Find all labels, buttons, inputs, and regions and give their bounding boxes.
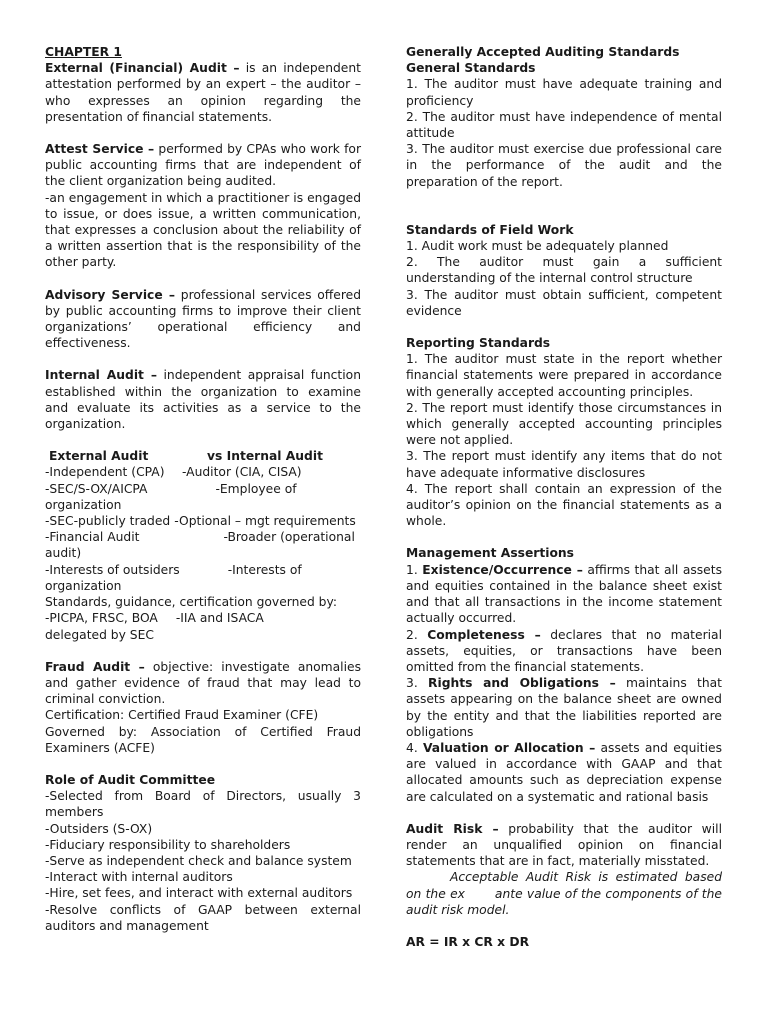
delegated-by: delegated by SEC	[45, 627, 154, 642]
list-item: 3. The report must identify any items that do not have adequate informative disclosures	[406, 449, 722, 480]
list-item: 2. The auditor must gain a sufficient understanding of the internal control structure	[406, 255, 722, 286]
left-column	[45, 44, 361, 934]
attest-service-engagement: -an engagement in which a practitioner is engaged to issue, or does issue, a written communication, that expresses a conclusion about the reliability of a written assertion that is the responsibility of the other party.	[45, 190, 361, 270]
list-item: 4. The report shall contain an expression of the auditor’s opinion on the financial statements as a whole.	[406, 481, 722, 529]
external-audit-definition: External (Financial) Audit – is an independent attestation performed by an expert – the auditor – who expresses an opinion regarding the presentation of financial statements.	[45, 61, 361, 124]
assertion-item: 2. Completeness – declares that no material assets, equities, or transactions have been omitted from the financial statements.	[406, 627, 722, 674]
list-item: -Serve as independent check and balance system	[45, 853, 352, 868]
internal-audit-definition: Internal Audit – independent appraisal function established within the organization to examine and evaluate its activities as a service to the organization.	[45, 368, 361, 432]
list-item: -Fiduciary responsibility to shareholders	[45, 837, 291, 852]
list-item: 3. The auditor must obtain sufficient, competent evidence	[406, 287, 722, 318]
audit-risk-formula: AR = IR x CR x DR	[406, 934, 530, 949]
management-assertions-title: Management Assertions	[406, 546, 574, 561]
governed-by: Standards, guidance, certification governed by:	[45, 595, 338, 610]
comparison-row: -SEC/S-OX/AICPA -Employee of organization	[45, 481, 297, 512]
list-item: 2. The report must identify those circumstances in which generally accepted accounting principles were not applied.	[406, 400, 722, 448]
assertion-item: 1. Existence/Occurrence – affirms that all assets and equities contained in the balance sheet exist and that all transactions in the income statement actually occurred.	[406, 562, 722, 626]
comparison-row: -SEC-publicly traded -Optional – mgt requirements	[45, 514, 356, 529]
assertion-item: 3. Rights and Obligations – maintains that assets appearing on the balance sheet are owned by the entity and that the liabilities reported are obligations	[406, 676, 722, 739]
field-work-title: Standards of Field Work	[406, 222, 574, 237]
list-item: -Selected from Board of Directors, usually 3 members	[45, 789, 361, 820]
gaas-title: Generally Accepted Auditing Standards	[406, 45, 680, 59]
audit-comparison	[45, 448, 361, 642]
comparison-row: -Financial Audit -Broader (operational audit)	[45, 530, 355, 561]
governed-bodies: -PICPA, FRSC, BOA -IIA and ISACA	[45, 611, 264, 626]
acceptable-audit-risk-note: Acceptable Audit Risk is estimated based on the ex ante value of the components of the audit risk model.	[406, 870, 726, 917]
list-item: 2. The auditor must have independence of mental attitude	[406, 109, 722, 141]
audit-risk-definition: Audit Risk – probability that the auditor will render an unqualified opinion on financial statements that are in fact, materially misstated.	[406, 821, 722, 869]
list-item: 1. The auditor must have adequate training and proficiency	[406, 77, 722, 108]
list-item: 3. The auditor must exercise due professional care in the performance of the audit and the preparation of the report.	[406, 142, 722, 189]
comparison-row: -Independent (CPA) -Auditor (CIA, CISA)	[45, 465, 302, 480]
fraud-audit-certification: Certification: Certified Fraud Examiner (CFE)	[45, 708, 319, 723]
attest-service-definition: Attest Service – performed by CPAs who work for public accounting firms that are independent of the client organization being audited.	[45, 142, 361, 189]
right-column	[406, 44, 726, 950]
reporting-standards-title: Reporting Standards	[406, 336, 551, 351]
advisory-service-definition: Advisory Service – professional services offered by public accounting firms to improve their client organizations’ operational efficiency and effectiveness.	[45, 287, 362, 351]
list-item: -Hire, set fees, and interact with external auditors	[45, 886, 353, 901]
fraud-audit-governance: Governed by: Association of Certified Fraud Examiners (ACFE)	[45, 724, 361, 755]
comparison-header: External Audit vs Internal Audit	[49, 449, 323, 464]
list-item: -Resolve conflicts of GAAP between external auditors and management	[45, 902, 361, 933]
list-item: 1. The auditor must state in the report whether financial statements were prepared in accordance with generally accepted accounting principles.	[406, 352, 722, 399]
general-standards-title: General Standards	[406, 61, 536, 76]
list-item: -Interact with internal auditors	[45, 870, 233, 885]
list-item: 1. Audit work must be adequately planned	[406, 239, 669, 254]
audit-committee-title: Role of Audit Committee	[45, 772, 216, 787]
chapter-heading: CHAPTER 1	[45, 45, 122, 59]
fraud-audit-definition: Fraud Audit – objective: investigate anomalies and gather evidence of fraud that may lead to criminal conviction.	[45, 659, 361, 707]
list-item: -Outsiders (S-OX)	[45, 821, 153, 836]
assertion-item: 4. Valuation or Allocation – assets and equities are valued in accordance with GAAP and that allocated amounts such as depreciation expense are calculated on a systematic and rational basis	[406, 740, 722, 804]
comparison-row: -Interests of outsiders -Interests of organization	[45, 562, 302, 593]
